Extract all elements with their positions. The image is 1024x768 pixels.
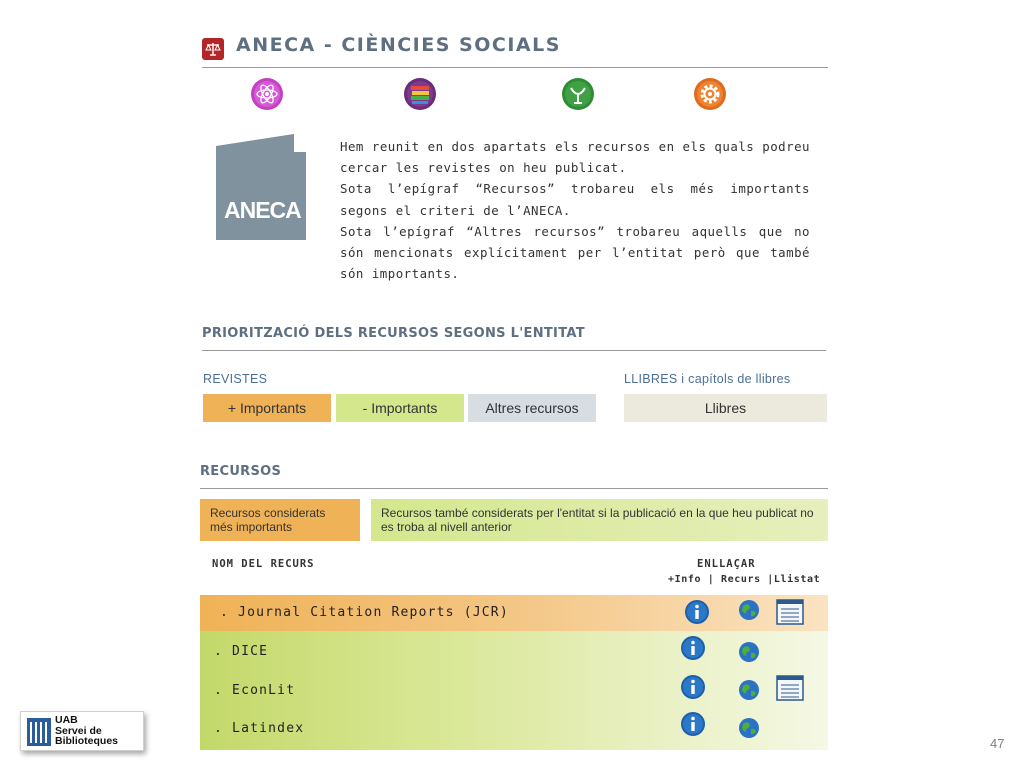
aneca-logo-text: ANECA [224, 197, 301, 223]
column-header-name: NOM DEL RECURS [212, 558, 315, 570]
resource-name: . EconLit [214, 683, 296, 698]
column-header-link: ENLLAÇAR [697, 558, 756, 570]
aneca-logo [216, 134, 306, 240]
legend-books: Llibres [624, 394, 827, 422]
info-icon[interactable] [680, 635, 706, 665]
legend-more-important: + Importants [203, 394, 331, 422]
pharmacy-icon[interactable] [562, 78, 594, 110]
list-icon[interactable] [776, 599, 804, 629]
uab-library-logo [20, 711, 144, 751]
priority-section-title: PRIORITZACIÓ DELS RECURSOS SEGONS L'ENTITAT [202, 326, 585, 341]
box-important-resources: Recursos considerats més importants [200, 499, 360, 541]
globe-icon[interactable] [738, 717, 760, 743]
llibres-label: LLIBRES i capítols de llibres [624, 372, 791, 386]
globe-icon[interactable] [738, 679, 760, 705]
resource-name: . DICE [214, 644, 269, 659]
page-header [202, 30, 828, 68]
intro-line-2: Sota l’epígraf “Recursos” trobareu els més importants segons el criteri de l’ANECA. [340, 181, 810, 218]
table-row [200, 710, 828, 748]
books-icon[interactable] [404, 78, 436, 110]
uab-line-3: Biblioteques [55, 735, 119, 747]
list-icon[interactable] [776, 675, 804, 705]
legend-less-important: - Importants [336, 394, 464, 422]
intro-text [340, 136, 810, 284]
info-icon[interactable] [680, 711, 706, 741]
recursos-section-title: RECURSOS [200, 464, 282, 479]
legend-other-resources: Altres recursos [468, 394, 596, 422]
page-title: ANECA - CIÈNCIES SOCIALS [236, 34, 561, 56]
intro-line-1: Hem reunit en dos apartats els recursos en els quals podreu cercar les revistes on heu publicat. [340, 139, 810, 176]
table-row [200, 633, 828, 671]
resource-name: . Journal Citation Reports (JCR) [220, 605, 509, 620]
resource-name: . Latindex [214, 721, 305, 736]
table-row [200, 672, 828, 710]
page-number: 47 [990, 736, 1005, 751]
uab-library-name [55, 715, 118, 747]
box-also-considered: Recursos també considerats per l'entitat si la publicació en la que heu publicat no es troba al nivell anterior [371, 499, 828, 541]
scales-icon [202, 38, 224, 60]
intro-line-3: Sota l’epígraf “Altres recursos” trobareu aquells que no són mencionats explícitament per l’entitat però que també són importants. [340, 223, 810, 282]
globe-icon[interactable] [738, 599, 760, 625]
divider [202, 350, 826, 351]
atom-icon[interactable] [251, 78, 283, 110]
library-building-icon [25, 716, 55, 748]
table-row [200, 595, 828, 631]
globe-icon[interactable] [738, 641, 760, 667]
info-icon[interactable] [684, 599, 710, 629]
info-icon[interactable] [680, 674, 706, 704]
divider [200, 488, 828, 489]
gear-icon[interactable] [694, 78, 726, 110]
uab-line-1: UAB [55, 714, 78, 726]
revistes-label: REVISTES [203, 372, 268, 386]
uab-line-2: Servei de [55, 724, 102, 737]
column-header-link-sub: +Info | Recurs |Llistat [668, 574, 821, 585]
